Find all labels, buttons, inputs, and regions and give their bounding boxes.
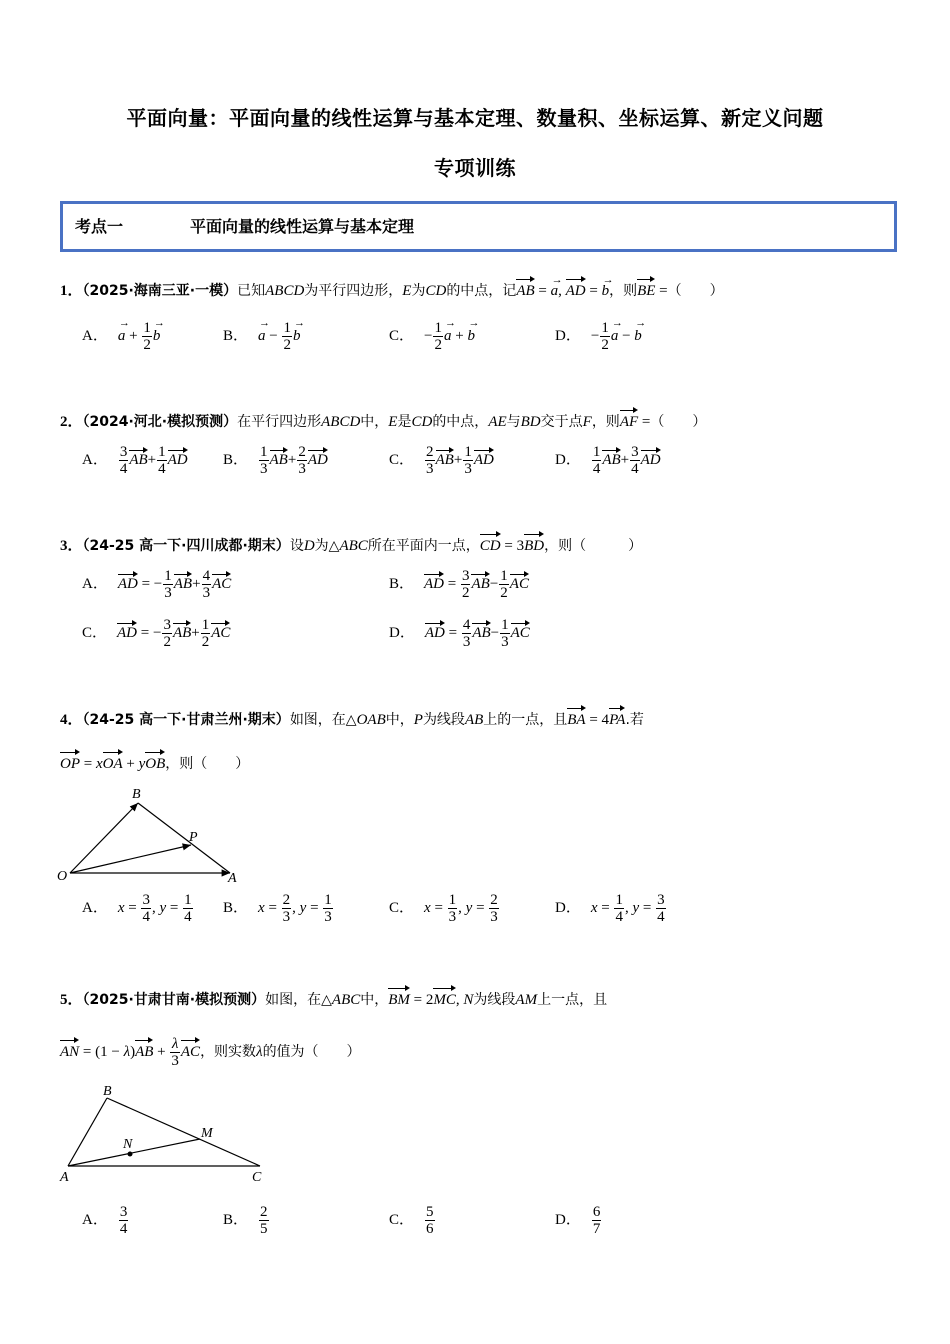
- question-4-option-c[interactable]: C． x = $\frac{1}{3}$ , y = $\frac{2}{3}$: [389, 892, 498, 925]
- question-4-stem-line1: 4．（24-25 高一下·甘肃兰州·期末）如图，在△OAB中，P为线段AB上的一点，且BA = 4PA.若: [60, 707, 644, 730]
- question-2-option-b[interactable]: B． $\frac{1}{3}$ AB+ $\frac{2}{3}$ AD: [223, 444, 328, 477]
- question-4-option-a[interactable]: A． x = $\frac{3}{4}$ , y = $\frac{1}{4}$: [82, 892, 192, 925]
- question-4-option-d[interactable]: D． x = $\frac{1}{4}$ , y = $\frac{3}{4}$: [555, 892, 665, 925]
- question-4-stem-line2: OP = xOA + yOB，则（ ）: [60, 751, 249, 774]
- question-3-option-c[interactable]: C． AD = − $\frac{3}{2}$ AB+ $\frac{1}{2}$ AC: [82, 617, 231, 650]
- question-3-option-d[interactable]: D． AD = $\frac{4}{3}$ AB− $\frac{1}{3}$ AC: [389, 617, 530, 650]
- question-2-stem: 2．（2024·河北·模拟预测）在平行四边形ABCD中，E是CD的中点，AE与BD交于点F，则AF =（ ）: [60, 409, 706, 432]
- label-b: B: [103, 1084, 112, 1099]
- question-2-option-c[interactable]: C． $\frac{2}{3}$ AB+ $\frac{1}{3}$ AD: [389, 444, 494, 477]
- segment-ba-line: [138, 803, 230, 873]
- section-name: 平面向量的线性运算与基本定理: [190, 217, 415, 236]
- section-header: [60, 201, 897, 252]
- question-4-figure: [50, 782, 250, 887]
- question-5-option-d[interactable]: D． $\frac{6}{7}$: [555, 1204, 601, 1237]
- label-a: A: [228, 871, 237, 886]
- question-5-stem-line1: 5．（2025·甘肃甘南·模拟预测）如图，在△ABC中，BM = 2MC, N为线段AM上一点，且: [60, 987, 607, 1010]
- point-n: [128, 1152, 133, 1157]
- question-5-figure: [50, 1078, 280, 1188]
- question-1-option-a[interactable]: A．→ a + $\frac{1}{2}$ → b: [82, 320, 160, 353]
- question-1-option-c[interactable]: C． − $\frac{1}{2}$ → a + → b: [389, 320, 475, 353]
- question-3-option-b[interactable]: B． AD = $\frac{3}{2}$ AB− $\frac{1}{2}$ AC: [389, 568, 529, 601]
- label-c: C: [252, 1170, 262, 1185]
- label-a: A: [60, 1170, 69, 1185]
- segment-ab-line: [68, 1098, 107, 1166]
- label-o: O: [57, 869, 68, 884]
- question-1-stem: 1．（2025·海南三亚·一模）已知ABCD为平行四边形，E为CD的中点，记AB = → a, AD = → b，则BE =（ ）: [60, 278, 724, 301]
- question-4-option-b[interactable]: B． x = $\frac{2}{3}$ , y = $\frac{1}{3}$: [223, 892, 332, 925]
- question-1-option-b[interactable]: B．→ a − $\frac{1}{2}$ → b: [223, 320, 300, 353]
- question-2-option-d[interactable]: D． $\frac{1}{4}$ AB+ $\frac{3}{4}$ AD: [555, 444, 661, 477]
- question-5-option-a[interactable]: A． $\frac{3}{4}$: [82, 1204, 128, 1237]
- page-title: 平面向量：平面向量的线性运算与基本定理、数量积、坐标运算、新定义问题: [126, 106, 824, 130]
- label-m: M: [201, 1126, 213, 1141]
- page-subtitle: 专项训练: [434, 156, 516, 180]
- section-label: 考点一: [75, 217, 124, 236]
- segment-am-line: [68, 1139, 200, 1166]
- question-5-stem-line2: AN = (1 − λ)AB + $\frac{\lambda}{3}$ AC，则实数λ的值为（ ）: [60, 1036, 361, 1069]
- label-b: B: [132, 787, 141, 802]
- question-1-option-d[interactable]: D． − $\frac{1}{2}$ → a − → b: [555, 320, 642, 353]
- label-n: N: [123, 1137, 133, 1152]
- question-5-option-b[interactable]: B． $\frac{2}{5}$: [223, 1204, 268, 1237]
- question-3-stem: 3．（24-25 高一下·四川成都·期末）设D为△ABC所在平面内一点，CD = 3BD，则（ ）: [60, 533, 642, 556]
- question-3-option-a[interactable]: A． AD = − $\frac{1}{3}$ AB+ $\frac{4}{3}$ AC: [82, 568, 232, 601]
- label-p: P: [189, 830, 198, 845]
- vector-ob-line: [70, 803, 138, 873]
- question-5-option-c[interactable]: C． $\frac{5}{6}$: [389, 1204, 434, 1237]
- vector-op-line: [70, 845, 191, 873]
- question-2-option-a[interactable]: A． $\frac{3}{4}$ AB+ $\frac{1}{4}$ AD: [82, 444, 188, 477]
